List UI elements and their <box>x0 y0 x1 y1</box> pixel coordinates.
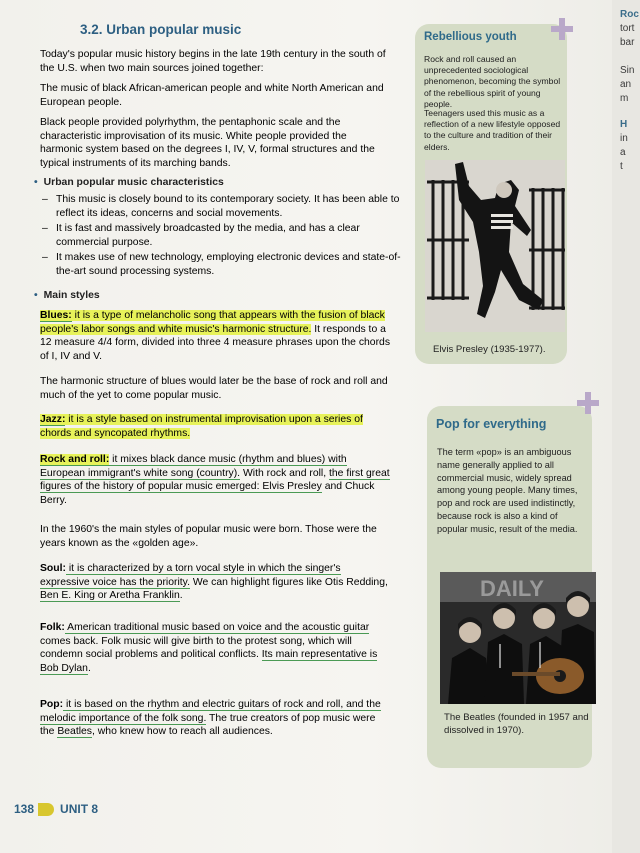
sidebar-title: Pop for everything <box>436 417 547 431</box>
photo-caption: The Beatles (founded in 1957 and dissolved in 1970). <box>444 712 589 736</box>
sidebar-title: Rebellious youth <box>424 31 517 43</box>
page-footer <box>14 802 98 816</box>
sixties-paragraph: In the 1960's the main styles of popular music were born. Those were the years known as the «golden age». <box>40 524 377 549</box>
characteristics-heading: • Urban popular music characteristics <box>34 177 224 188</box>
folk-paragraph: Folk: American traditional music based on voice and the acoustic guitar comes back. Folk music will give birth to the protest song, which will condemn social problems and political conflicts. Its main representative is Bob Dylan. <box>40 622 378 674</box>
styles-heading: • Main styles <box>34 290 100 301</box>
next-page-text: Sin <box>620 65 635 76</box>
rock-paragraph: Rock and roll: it mixes black dance music (rhythm and blues) with European immigrant's white song (country). With rock and roll, the first great figures of the history of popular music emerged: Elvis Presley and Chuck Berry. <box>40 454 390 506</box>
plus-icon <box>551 18 573 40</box>
sidebar-pop-for-everything <box>427 406 592 768</box>
next-page-text: H <box>620 119 628 130</box>
next-page-edge <box>612 0 640 853</box>
page-number: 138 <box>14 802 35 816</box>
next-page-text: tort <box>620 23 635 34</box>
list-item: – It makes use of new technology, employing electronic devices and state-of-the-art sound processing systems. <box>42 252 401 277</box>
list-item: – It is fast and massively broadcasted by the media, and has a clear commercial purpose. <box>42 223 360 248</box>
sidebar-text: Teenagers used this music as a reflection of a new lifestyle opposed to the culture and tradition of their elders. <box>424 108 561 152</box>
unit-label: UNIT 8 <box>60 802 99 816</box>
list-item: – This music is closely bound to its contemporary society. It has been able to reflect its ideas, concerns and social movements. <box>42 194 400 219</box>
sidebar-rebellious-youth <box>415 24 567 364</box>
pop-paragraph: Pop: it is based on the rhythm and electric guitars of rock and roll, and the melodic importance of the folk song. The true creators of pop music were the Beatles, who knew how to reach all audiences. <box>40 699 381 738</box>
main-column <box>40 22 400 37</box>
section-title: 3.2. Urban popular music <box>80 22 242 37</box>
plus-icon <box>577 392 599 414</box>
blues-paragraph: Blues: it is a type of melancholic song that appears with the fusion of black people's labor songs and white music's harmonic structure. It responds to a 12 measure 4/4 form, divided into three 4 measure phrases upon the chords of I, IV and V. <box>40 310 391 362</box>
harmonic-paragraph: The harmonic structure of blues would later be the base of rock and roll and much of the yet to come popular music. <box>40 376 388 401</box>
photo-caption: Elvis Presley (1935-1977). <box>433 344 546 355</box>
sources-paragraph: The music of black African-american people and white North American and European people. <box>40 83 384 108</box>
next-page-text: in <box>620 133 628 144</box>
next-page-text: t <box>620 161 623 172</box>
sidebar-text: Rock and roll caused an unprecedented sociological phenomenon, becoming the symbol of the rebellious spirit of young people. <box>424 54 561 109</box>
next-page-text: Roc <box>620 9 639 20</box>
sidebar-text: The term «pop» is an ambiguous name generally applied to all commercial music, widely spread among young people. Many times, pop and rock are used indistinctly, because rock is also a kind of popular music, result of the media. <box>437 447 578 534</box>
svg-text:DAILY: DAILY <box>480 576 544 601</box>
unit-badge-icon <box>38 803 54 816</box>
next-page-text: a <box>620 147 626 158</box>
soul-paragraph: Soul: it is characterized by a torn vocal style in which the singer's expressive voice has the priority. We can highlight figures like Otis Redding, Ben E. King or Aretha Franklin. <box>40 563 388 602</box>
next-page-text: m <box>620 93 629 104</box>
next-page-text: an <box>620 79 632 90</box>
beatles-photo <box>440 572 596 704</box>
intro-paragraph: Today's popular music history begins in the late 19th century in the south of the U.S. when two main sources joined together: <box>40 49 386 74</box>
next-page-text: bar <box>620 37 635 48</box>
elvis-photo <box>425 160 565 332</box>
black-music-paragraph: Black people provided polyrhythm, the pentaphonic scale and the characteristic improvisation of its music. White people provided the harmonic system based on the degrees I, IV, V, formal structures and the typical instruments of its marching bands. <box>40 117 375 169</box>
jazz-paragraph: Jazz: it is a style based on instrumental improvisation upon a series of chords and syncopated rhythms. <box>40 414 363 439</box>
